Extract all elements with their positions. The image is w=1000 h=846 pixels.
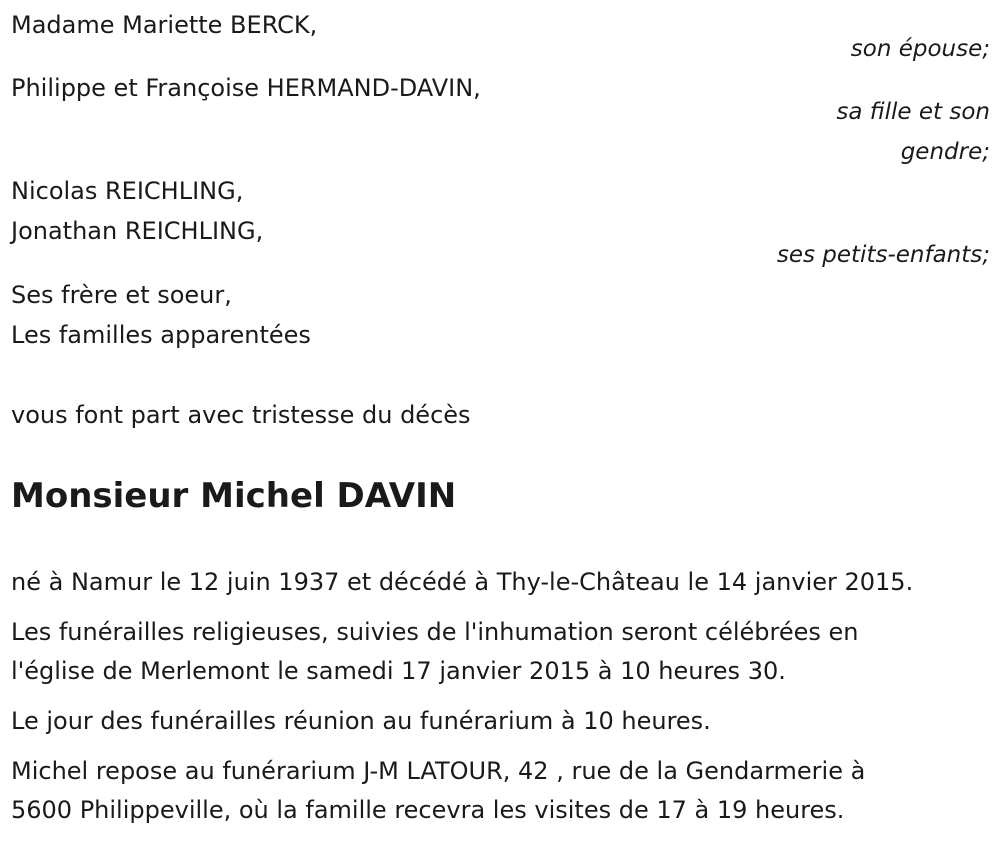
grandchild-name-1: Nicolas REICHLING, — [11, 177, 244, 205]
spouse-name: Madame Mariette BERCK, — [11, 11, 318, 39]
birth-death-line: né à Namur le 12 juin 1937 et décédé à Thy-le-Château le 14 janvier 2015. — [11, 568, 914, 596]
daughter-role-line1: sa fille et son — [836, 99, 990, 125]
siblings-line: Ses frère et soeur, — [11, 281, 232, 309]
daughter-role-line2: gendre; — [900, 139, 990, 165]
grandchildren-role: ses petits-enfants; — [776, 242, 990, 268]
rest-line-1: Michel repose au funérarium J-M LATOUR, 42 , rue de la Gendarmerie à — [11, 757, 866, 785]
rest-line-2: 5600 Philippeville, où la famille recevra les visites de 17 à 19 heures. — [11, 796, 845, 824]
announcement-text: vous font part avec tristesse du décès — [11, 401, 471, 429]
funeral-line-2: l'église de Merlemont le samedi 17 janvier 2015 à 10 heures 30. — [11, 657, 786, 685]
spouse-role: son épouse; — [850, 36, 990, 62]
daughter-names: Philippe et Françoise HERMAND-DAVIN, — [11, 74, 481, 102]
meeting-line: Le jour des funérailles réunion au funérarium à 10 heures. — [11, 707, 711, 735]
families-line: Les familles apparentées — [11, 321, 311, 349]
grandchild-name-2: Jonathan REICHLING, — [11, 217, 264, 245]
deceased-name: Monsieur Michel DAVIN — [11, 476, 457, 516]
funeral-line-1: Les funérailles religieuses, suivies de l'inhumation seront célébrées en — [11, 618, 859, 646]
